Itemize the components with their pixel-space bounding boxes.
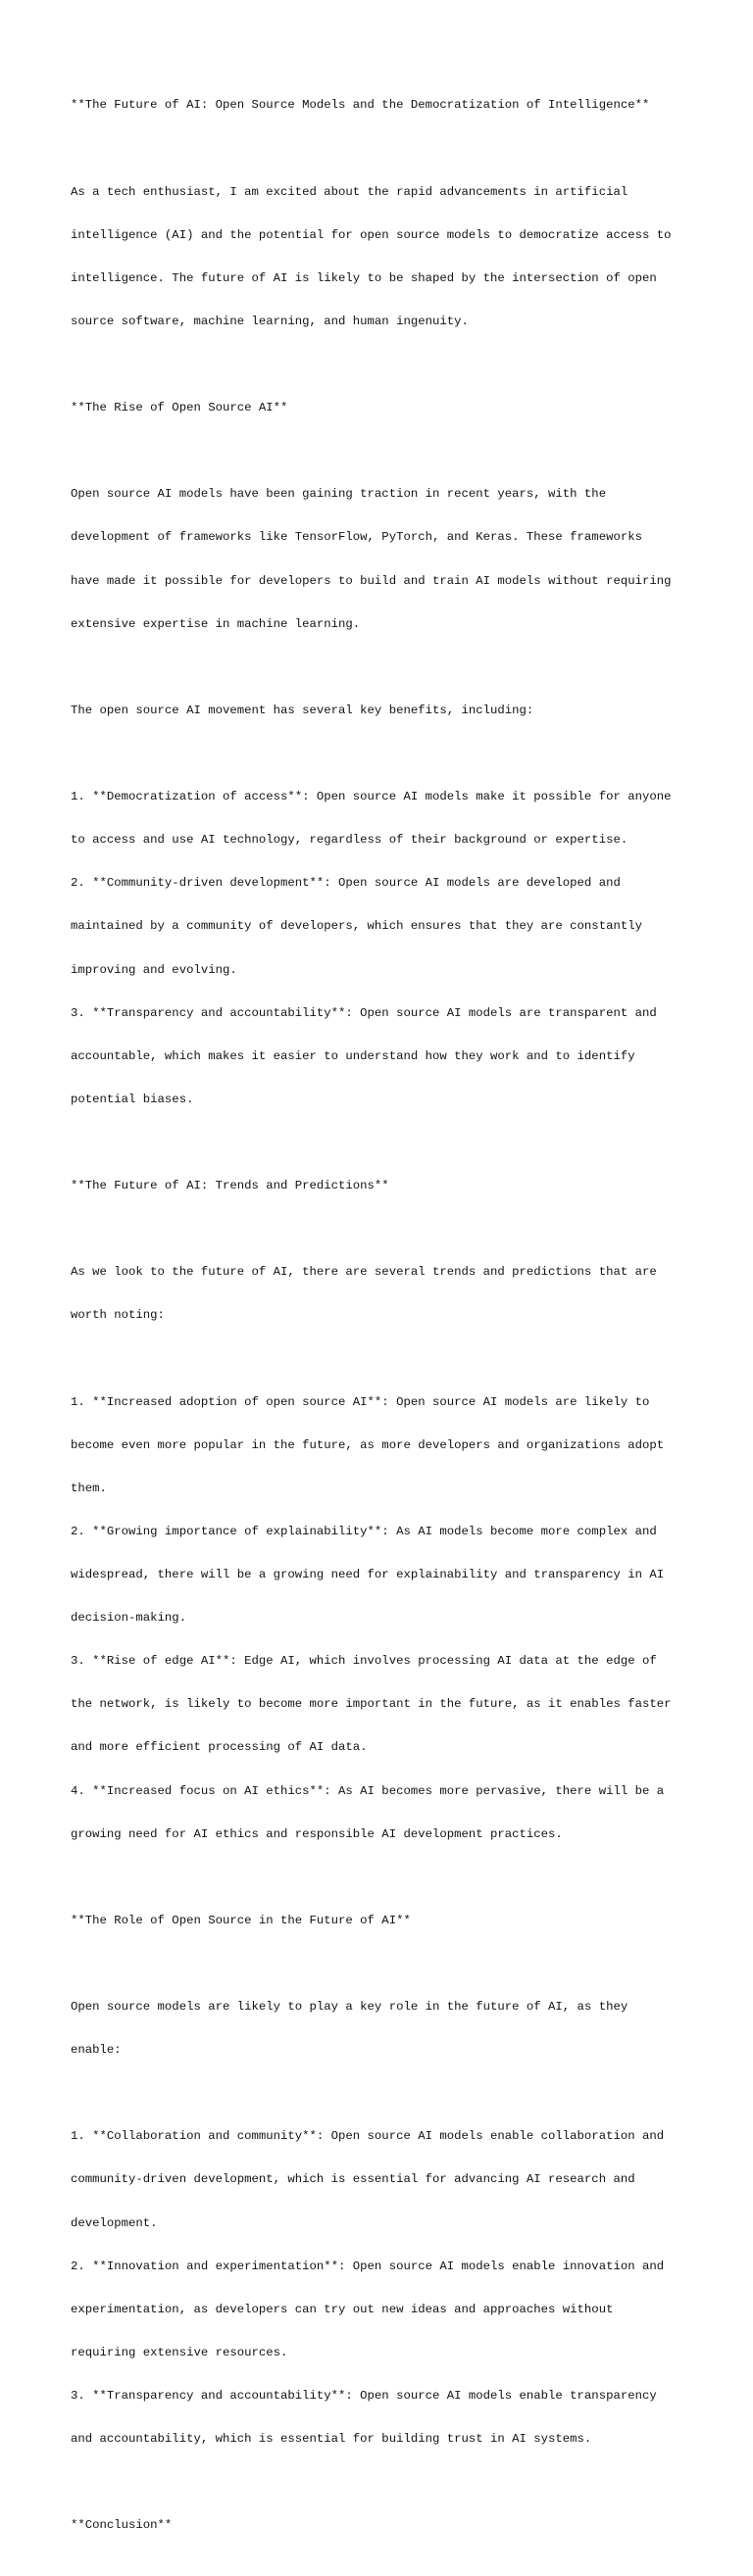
paragraph-line: extensive expertise in machine learning. (71, 616, 361, 631)
section1-paragraph (71, 459, 698, 660)
list-line: community-driven development, which is essential for advancing AI research and (71, 2172, 635, 2187)
heading-line: **The Role of Open Source in the Future of AI** (71, 1913, 411, 1927)
list-line: accountable, which makes it easier to understand how they work and to identify (71, 1048, 635, 1063)
intro-paragraph (71, 156, 698, 358)
paragraph-line: development of frameworks like TensorFlow, PyTorch, and Keras. These frameworks (71, 530, 642, 545)
paragraph-line: Open source models are likely to play a key role in the future of AI, as they (71, 2000, 628, 2015)
list-line: 2. **Growing importance of explainability**: As AI models become more complex and (71, 1524, 657, 1538)
paragraph-line: The open source AI movement has several key benefits, including: (71, 703, 534, 717)
heading-line: **The Rise of Open Source AI** (71, 401, 288, 415)
list-line: 1. **Collaboration and community**: Open source AI models enable collaboration and (71, 2129, 665, 2144)
section2-lead (71, 1237, 698, 1352)
intro-line: intelligence (AI) and the potential for open source models to democratize access to (71, 227, 672, 242)
list-line: 3. **Transparency and accountability**: Open source AI models are transparent and (71, 1005, 657, 1020)
list-line: them. (71, 1481, 107, 1495)
title-line: **The Future of AI: Open Source Models and the Democratization of Intelligence** (71, 98, 650, 113)
list-line: become even more popular in the future, as more developers and organizations adopt (71, 1437, 665, 1452)
list-line: development. (71, 2215, 158, 2230)
list-line: growing need for AI ethics and responsible AI development practices. (71, 1826, 563, 1841)
paragraph-line: As we look to the future of AI, there are several trends and predictions that are (71, 1265, 657, 1280)
list-line: to access and use AI technology, regardless of their background or expertise. (71, 833, 628, 848)
list-line: 2. **Community-driven development**: Open source AI models are developed and (71, 876, 621, 891)
paragraph-line: worth noting: (71, 1308, 165, 1323)
document-page (71, 70, 698, 2576)
section2-list (71, 1366, 698, 1871)
list-line: maintained by a community of developers, which ensures that they are constantly (71, 919, 642, 934)
section-heading-trends (71, 1150, 698, 1223)
intro-line: As a tech enthusiast, I am excited about the rapid advancements in artificial (71, 184, 628, 199)
list-line: and accountability, which is essential for building trust in AI systems. (71, 2432, 592, 2447)
list-line: improving and evolving. (71, 962, 237, 977)
list-line: 2. **Innovation and experimentation**: Open source AI models enable innovation and (71, 2259, 665, 2273)
list-line: potential biases. (71, 1092, 194, 1106)
intro-line: intelligence. The future of AI is likely to be shaped by the intersection of open (71, 270, 657, 285)
section-heading-role (71, 1884, 698, 1957)
list-line: the network, is likely to become more important in the future, as it enables faster (71, 1697, 672, 1712)
section-heading-rise (71, 372, 698, 445)
list-line: 4. **Increased focus on AI ethics**: As AI becomes more pervasive, there will be a (71, 1783, 665, 1798)
section1-lead (71, 674, 698, 747)
paragraph-line: enable: (71, 2043, 122, 2058)
document-title (71, 70, 698, 142)
heading-line: **The Future of AI: Trends and Predictions** (71, 1179, 389, 1193)
section3-list (71, 2101, 698, 2475)
paragraph-line: Open source AI models have been gaining traction in recent years, with the (71, 487, 607, 502)
list-line: requiring extensive resources. (71, 2345, 288, 2359)
paragraph-line: have made it possible for developers to build and train AI models without requiring (71, 573, 672, 588)
list-line: experimentation, as developers can try out new ideas and approaches without (71, 2302, 614, 2316)
list-line: 1. **Increased adoption of open source AI**: Open source AI models are likely to (71, 1394, 650, 1409)
list-line: decision-making. (71, 1611, 187, 1626)
list-line: 1. **Democratization of access**: Open source AI models make it possible for anyone (71, 790, 672, 804)
intro-line: source software, machine learning, and human ingenuity. (71, 314, 469, 328)
section3-lead (71, 1971, 698, 2087)
section-heading-conclusion (71, 2490, 698, 2562)
list-line: 3. **Transparency and accountability**: Open source AI models enable transparency (71, 2389, 657, 2404)
list-line: 3. **Rise of edge AI**: Edge AI, which involves processing AI data at the edge of (71, 1654, 657, 1669)
heading-line: **Conclusion** (71, 2518, 173, 2533)
list-line: and more efficient processing of AI data. (71, 1740, 368, 1755)
list-line: widespread, there will be a growing need for explainability and transparency in AI (71, 1568, 665, 1581)
section1-list (71, 761, 698, 1136)
